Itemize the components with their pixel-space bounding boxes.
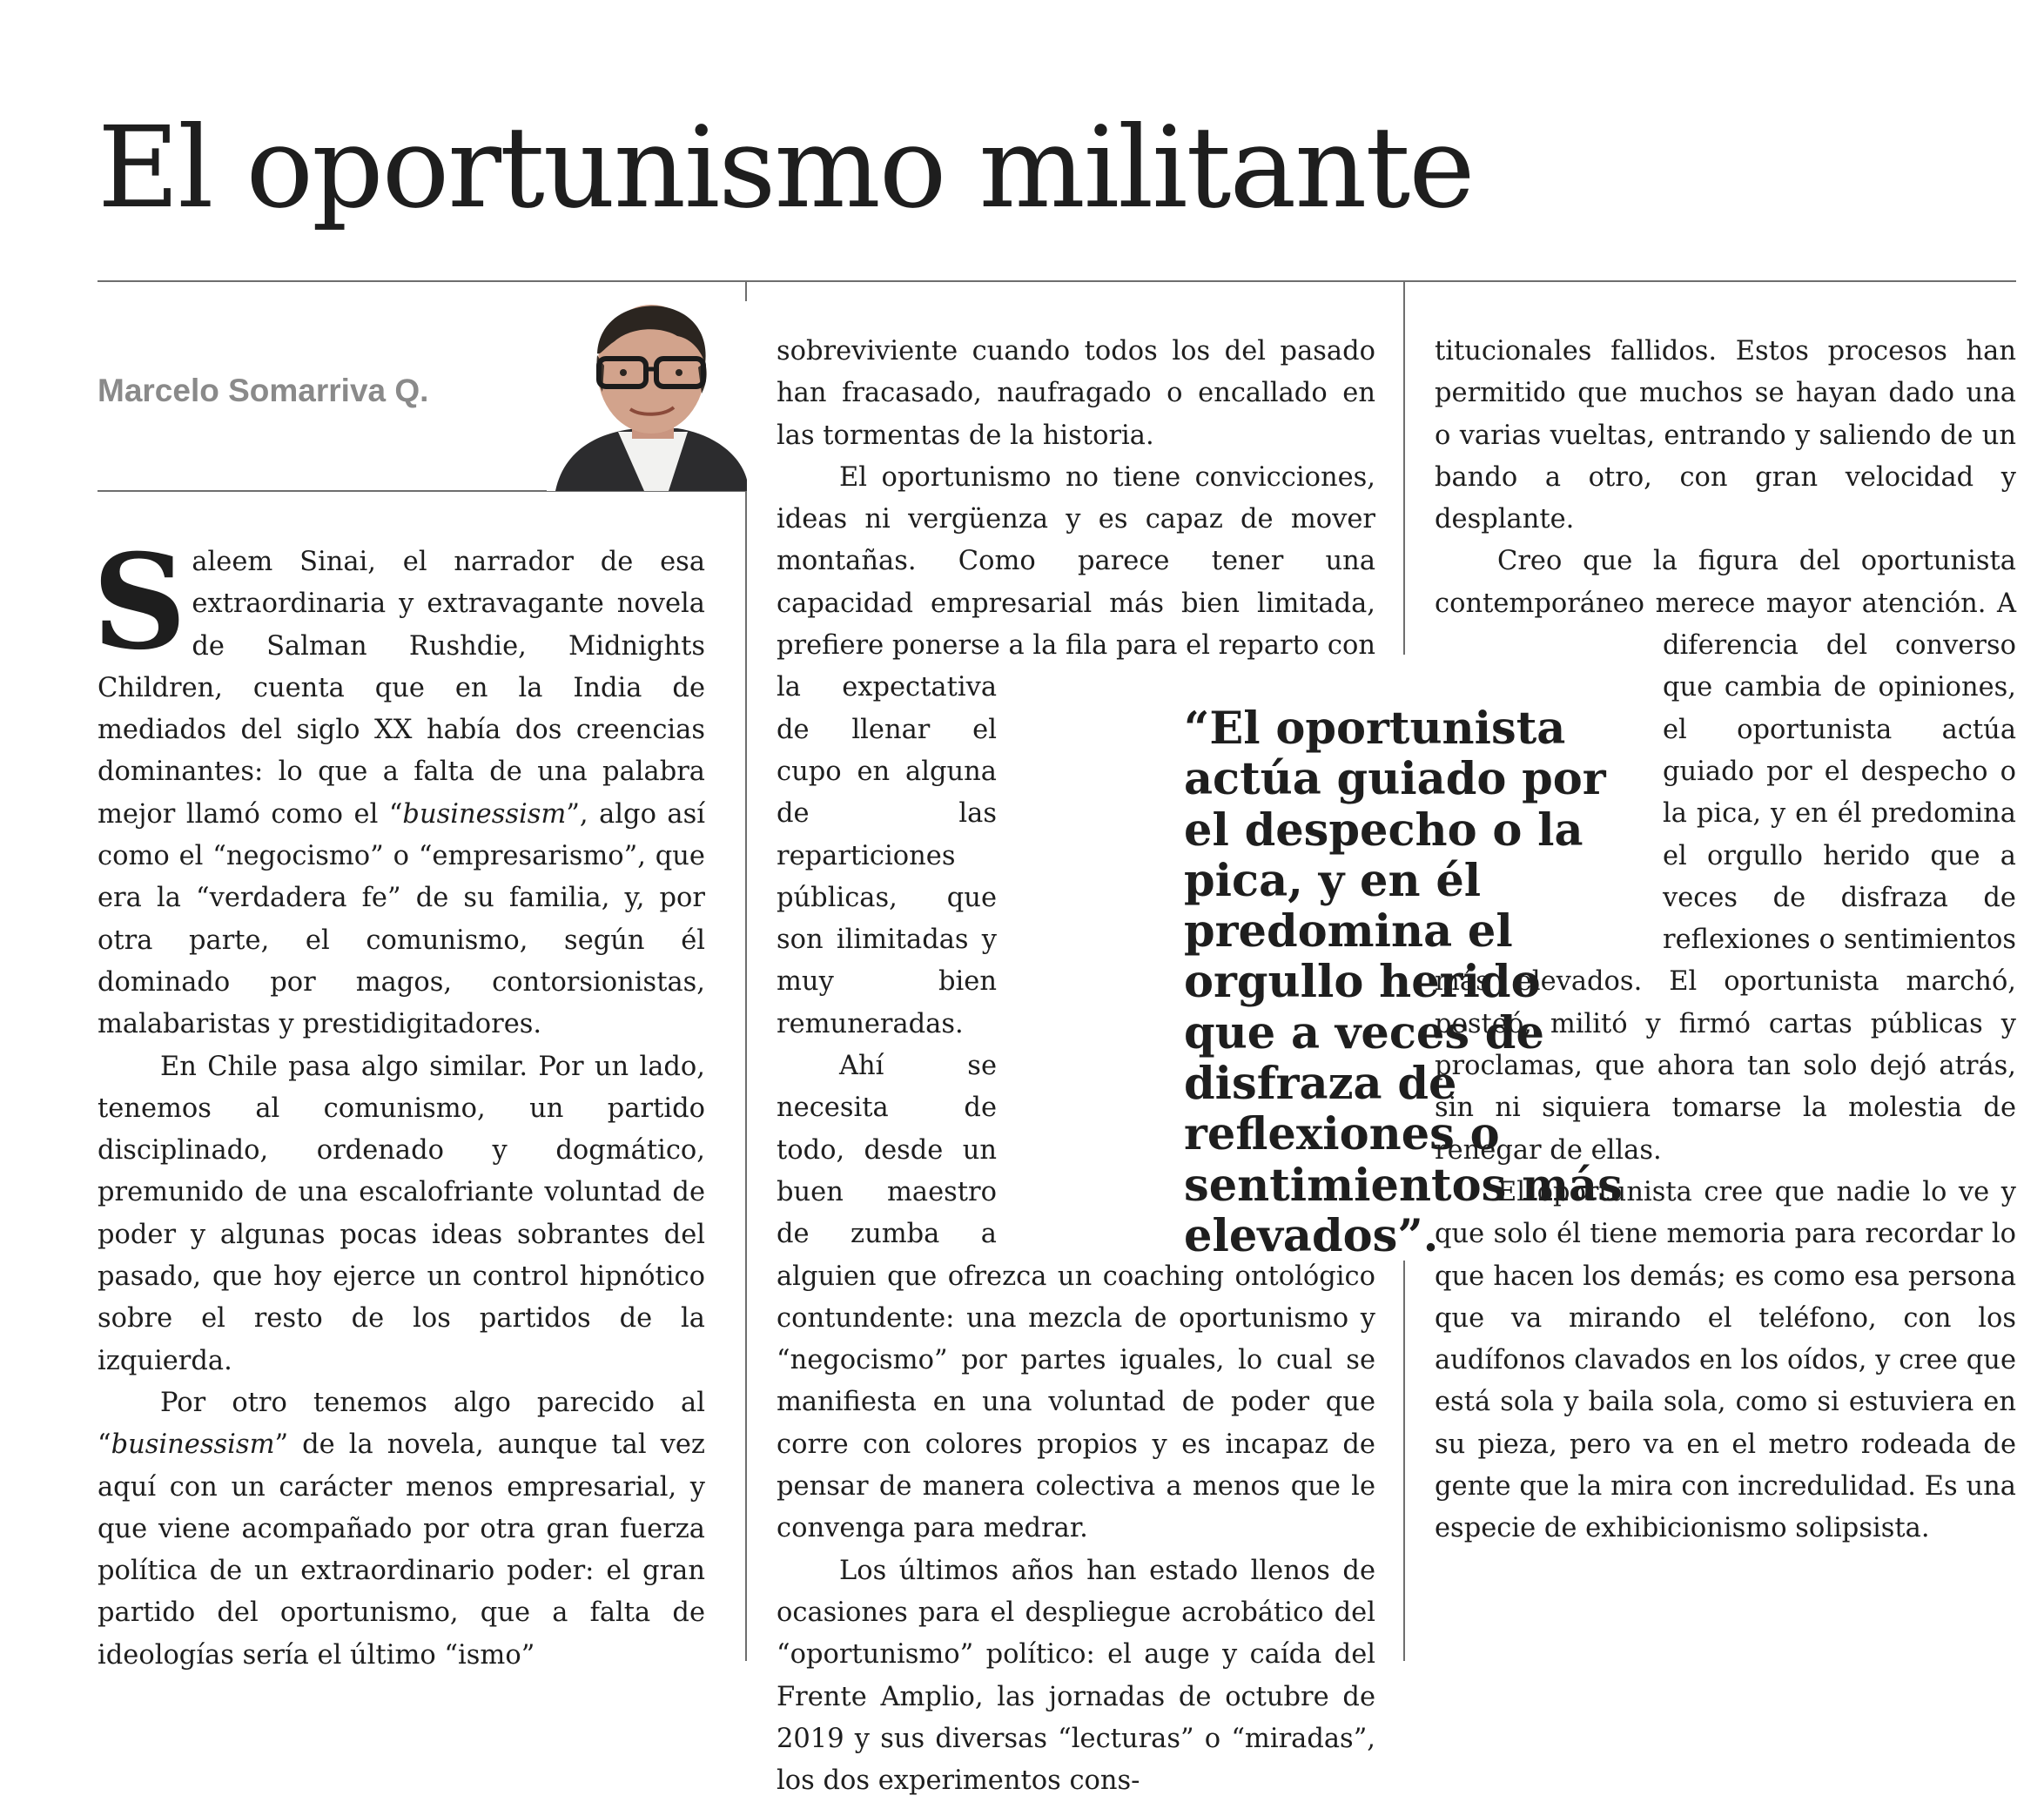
col3-paragraph-2: Creo que la figura del oportunista contemporáneo merece mayor atención. A diferencia del converso que cambia de opiniones, el oportunista actúa guiado por el despecho o la pica, y en él predomina el orgullo herido que a veces de disfraza de reflexiones o sentimientos más elevados. El oportunista marchó, posteó, militó y firmó cartas públicas y proclamas, que ahora tan solo dejó atrás, sin ni siquiera tomarse la molestia de renegar de ellas. [1435, 546, 2016, 1166]
col1-paragraph-1 [92, 526, 705, 1046]
byline: Marcelo Somarriva Q. [97, 373, 429, 408]
col1-p1-text-b: ”, algo así como el “negocismo” o “empresarismo”, que era la “verdadera fe” de su familia, y, por otra parte, el comunismo, según él dominado por magos, contorsionistas, malabaristas y prestidigitadores. [97, 798, 705, 1040]
column-divider-2 [1403, 280, 1405, 655]
drop-cap: S [92, 526, 187, 679]
author-portrait-image [547, 301, 747, 491]
col1-p3-text-b: ” de la novela, aunque tal vez aquí con un carácter menos empresarial, y que viene acompañado por otra gran fuerza política de un extraordinario poder: el gran partido del oportunismo, que a falta de ideologías sería el último “ismo” [97, 1429, 705, 1671]
top-rule [97, 280, 2016, 282]
col1-paragraph-3 [97, 1382, 705, 1677]
col2-paragraph-2: El oportunismo no tiene convicciones, ideas ni vergüenza y es capaz de mover montañas. Como parece tener una capacidad empresarial más bien limitada, prefiere ponerse a la fila para el reparto con la expectativa de llenar el cupo en alguna de las reparticiones públicas, que son ilimitadas y muy bien remuneradas. [777, 461, 1375, 1039]
col1-p1-text: aleem Sinai, el narrador de esa extraordinaria y extravagante novela de Salman Rushdie, Midnights Children, cuenta que en la India de mediados del siglo XX había dos creencias dominantes: lo que a falta de una palabra mejor llamó como el “ [97, 547, 705, 830]
col1-paragraph-2: En Chile pasa algo similar. Por un lado, tenemos al comunismo, un partido disciplinado, ordenado y dogmático, premunido de una escalofriante voluntad de poder y algunas pocas ideas sobrantes del pasado, que hoy ejerce un control hipnótico sobre el resto de los partidos de la izquierda. [97, 1051, 705, 1376]
col1-p3-italic: businessism [111, 1429, 275, 1461]
col1-p1-italic: businessism [402, 798, 567, 830]
col3-paragraph-1: titucionales fallidos. Estos procesos han permitido que muchos se hayan dado una o varias vueltas, entrando y saliendo de un bando a otro, con gran velocidad y desplante. [1435, 336, 2016, 535]
col1-p3-text: Por otro tenemos algo parecido al “ [97, 1387, 705, 1461]
col3-paragraph-3: El oportunista cree que nadie lo ve y que solo él tiene memoria para recordar lo que hacen los demás; es como esa persona que va mirando el teléfono, con los audífonos clavados en los oídos, y cree que está sola y baila sola, como si estuviera en su pieza, pero va en el metro rodeada de gente que la mira con incredulidad. Es una especie de exhibicionismo solipsista. [1435, 1176, 2016, 1544]
col2-paragraph-4: Los últimos años han estado llenos de ocasiones para el despliegue acrobático del “oportunismo” político: el auge y caída del Frente Amplio, las jornadas de octubre de 2019 y sus diversas “lecturas” o “miradas”, los dos experimentos cons- [777, 1555, 1375, 1797]
headline: El oportunismo militante [97, 103, 1474, 233]
col2-paragraph-3: Ahí se necesita de todo, desde un buen maestro de zumba a alguien que ofrezca un coaching ontológico contundente: una mezcla de oportunismo y “negocismo” por partes iguales, lo cual se manifiesta en una voluntad de poder que corre con colores propios y es incapaz de pensar de manera colectiva a menos que le convenga para medrar. [777, 1051, 1375, 1544]
column-divider-2-lower [1403, 1261, 1405, 1661]
pull-quote: “El oportunista actúa guiado por el despecho o la pica, y en él predomina el orgullo herido que a veces de disfraza de reflexiones o sentimientos más elevados”. [1184, 703, 1623, 1262]
article-column-1 [92, 526, 705, 1677]
col2-paragraph-1: sobreviviente cuando todos los del pasado han fracasado, naufragado o encallado en las tormentas de la historia. [777, 336, 1375, 451]
author-photo [547, 301, 747, 491]
